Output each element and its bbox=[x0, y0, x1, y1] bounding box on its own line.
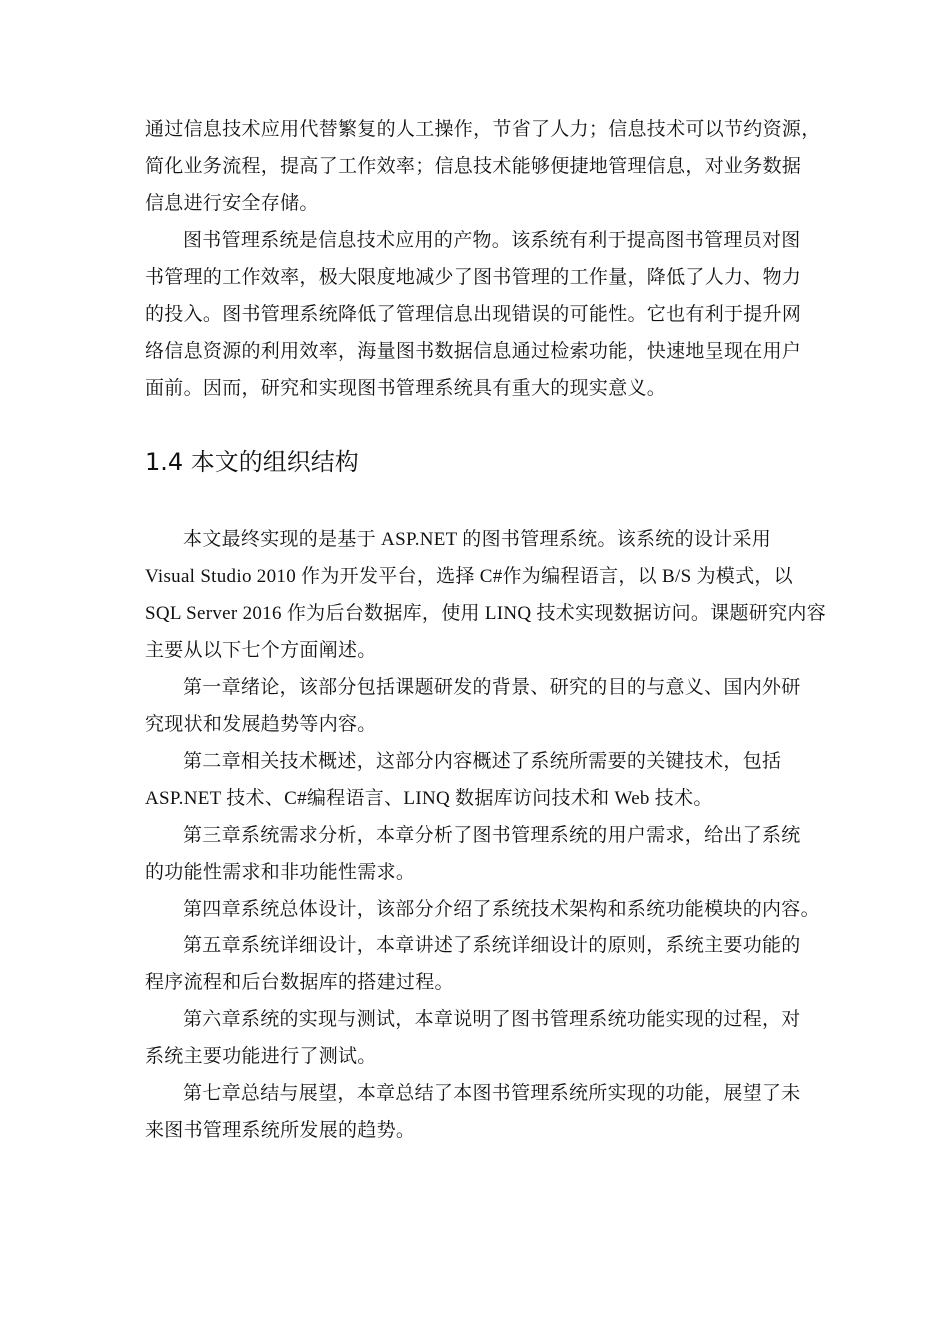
paragraph-line: 第五章系统详细设计，本章讲述了系统详细设计的原则，系统主要功能的 bbox=[183, 935, 801, 956]
paragraph-line: 络信息资源的利用效率，海量图书数据信息通过检索功能，快速地呈现在用户 bbox=[145, 341, 802, 362]
paragraph-line: 系统主要功能进行了测试。 bbox=[145, 1046, 377, 1067]
paragraph-line: 第四章系统总体设计，该部分介绍了系统技术架构和系统功能模块的内容。 bbox=[183, 899, 820, 920]
paragraph-line: 第六章系统的实现与测试，本章说明了图书管理系统功能实现的过程，对 bbox=[183, 1009, 801, 1030]
paragraph-line: 来图书管理系统所发展的趋势。 bbox=[145, 1120, 416, 1141]
paragraph-line: 通过信息技术应用代替繁复的人工操作，节省了人力；信息技术可以节约资源， bbox=[145, 119, 821, 140]
paragraph-line: SQL Server 2016 作为后台数据库，使用 LINQ 技术实现数据访问。课题研究内容 bbox=[145, 603, 827, 624]
paragraph-line: 主要从以下七个方面阐述。 bbox=[145, 640, 377, 661]
paragraph-line: 的投入。图书管理系统降低了管理信息出现错误的可能性。它也有利于提升网 bbox=[145, 304, 802, 325]
paragraph-line: 第三章系统需求分析，本章分析了图书管理系统的用户需求，给出了系统 bbox=[183, 825, 801, 846]
paragraph-line: 第七章总结与展望，本章总结了本图书管理系统所实现的功能，展望了未 bbox=[183, 1083, 801, 1104]
paragraph-line: ASP.NET 技术、C#编程语言、LINQ 数据库访问技术和 Web 技术。 bbox=[145, 788, 713, 809]
paragraph-line: 信息进行安全存储。 bbox=[145, 193, 319, 214]
paragraph-line: 书管理的工作效率，极大限度地减少了图书管理的工作量，降低了人力、物力 bbox=[145, 267, 802, 288]
section-heading: 1.4 本文的组织结构 bbox=[145, 448, 359, 476]
paragraph-line: 第二章相关技术概述，这部分内容概述了系统所需要的关键技术，包括 bbox=[183, 751, 782, 772]
paragraph-line: Visual Studio 2010 作为开发平台，选择 C#作为编程语言，以 B/S 为模式，以 bbox=[145, 566, 793, 587]
paragraph-line: 面前。因而，研究和实现图书管理系统具有重大的现实意义。 bbox=[145, 378, 667, 399]
paragraph-line: 究现状和发展趋势等内容。 bbox=[145, 714, 377, 735]
paragraph-line: 简化业务流程，提高了工作效率；信息技术能够便捷地管理信息，对业务数据 bbox=[145, 156, 802, 177]
paragraph-line: 本文最终实现的是基于 ASP.NET 的图书管理系统。该系统的设计采用 bbox=[183, 529, 772, 550]
paragraph-line: 第一章绪论，该部分包括课题研发的背景、研究的目的与意义、国内外研 bbox=[183, 677, 801, 698]
paragraph-line: 程序流程和后台数据库的搭建过程。 bbox=[145, 972, 454, 993]
paragraph-line: 图书管理系统是信息技术应用的产物。该系统有利于提高图书管理员对图 bbox=[183, 230, 801, 251]
paragraph-line: 的功能性需求和非功能性需求。 bbox=[145, 862, 416, 883]
